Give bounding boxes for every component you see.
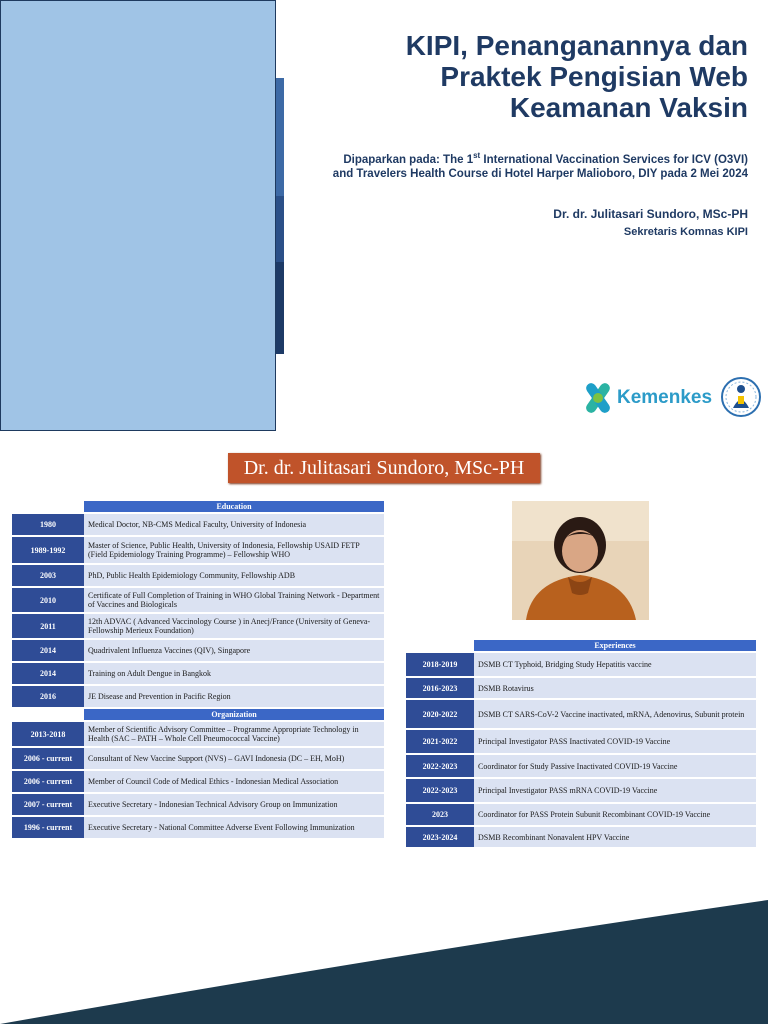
table-header-row [12, 501, 384, 512]
presenter-role: Sekretaris Komnas KIPI [623, 226, 748, 238]
row-description: 12th ADVAC ( Advanced Vaccinology Course ) in Anecj/France (University of Geneva-Fellowship Merieux Foundation) [84, 614, 384, 638]
subtitle-text: and Travelers Health Course di Hotel Harper Malioboro, DIY pada 2 Mei 2024 [332, 167, 748, 180]
subtitle-text: International Vaccination Services for ICV (O3VI) [480, 153, 748, 166]
slide-title: KIPI, Penanganannya dan Praktek Pengisian Web Keamanan Vaksin [405, 30, 748, 123]
row-description: Coordinator for PASS Protein Subunit Recombinant COVID-19 Vaccine [474, 804, 756, 825]
table-row [12, 537, 384, 563]
table-row [12, 640, 384, 661]
table-row [406, 700, 756, 728]
row-description: Member of Scientific Advisory Committee – Programme Appropriate Technology in Health (SAC – PATH – Whole Cell Pneumococcal Vaccine) [84, 722, 384, 746]
row-description: Executive Secretary - Indonesian Technical Advisory Group on Immunization [84, 794, 384, 815]
row-description: Member of Council Code of Medical Ethics - Indonesian Medical Association [84, 771, 384, 792]
table-row [406, 779, 756, 802]
row-description: DSMB CT Typhoid, Bridging Study Hepatitis vaccine [474, 653, 756, 676]
kemenkes-logo [583, 378, 712, 418]
row-year: 2022-2023 [406, 755, 474, 777]
table-header-row [12, 709, 384, 720]
table-row [406, 730, 756, 753]
row-year: 2016 [12, 686, 84, 707]
table-row [12, 588, 384, 612]
table-row [12, 686, 384, 707]
row-year: 2018-2019 [406, 653, 474, 676]
decorative-blue-panel [0, 0, 276, 431]
row-year: 2006 - current [12, 748, 84, 769]
row-year: 1989-1992 [12, 537, 84, 563]
row-description: Coordinator for Study Passive Inactivated COVID-19 Vaccine [474, 755, 756, 777]
row-year: 2011 [12, 614, 84, 638]
experiences-table [406, 638, 756, 849]
table-row [12, 614, 384, 638]
row-year: 1996 - current [12, 817, 84, 838]
portrait-photo [512, 501, 649, 620]
row-year: 2020-2022 [406, 700, 474, 728]
row-description: Principal Investigator PASS Inactivated COVID-19 Vaccine [474, 730, 756, 753]
row-year: 2021-2022 [406, 730, 474, 753]
row-year: 2013-2018 [12, 722, 84, 746]
table-row [12, 817, 384, 838]
row-description: JE Disease and Prevention in Pacific Region [84, 686, 384, 707]
table-row [12, 722, 384, 746]
decorative-strip [276, 262, 284, 354]
row-description: Consultant of New Vaccine Support (NVS) – GAVI Indonesia (DC – EH, MoH) [84, 748, 384, 769]
table-row [406, 755, 756, 777]
row-description: DSMB Recombinant Nonavalent HPV Vaccine [474, 827, 756, 847]
table-row [406, 678, 756, 698]
table-row [12, 565, 384, 586]
row-year: 2010 [12, 588, 84, 612]
table-row [406, 653, 756, 676]
row-year: 2023-2024 [406, 827, 474, 847]
row-description: Principal Investigator PASS mRNA COVID-19 Vaccine [474, 779, 756, 802]
presenter-name: Dr. dr. Julitasari Sundoro, MSc-PH [553, 207, 748, 221]
row-description: Quadrivalent Influenza Vaccines (QIV), Singapore [84, 640, 384, 661]
row-description: Executive Secretary - National Committee Adverse Event Following Immunization [84, 817, 384, 838]
table-row [12, 771, 384, 792]
row-description: Master of Science, Public Health, University of Indonesia, Fellowship USAID FETP (Field Epidemiology Training Programme) – Fellowship WHO [84, 537, 384, 563]
decorative-strip [276, 196, 284, 262]
table-row [12, 748, 384, 769]
subtitle-text: Dipaparkan pada: The 1 [343, 153, 474, 166]
row-description: PhD, Public Health Epidemiology Community, Fellowship ADB [84, 565, 384, 586]
row-year: 1980 [12, 514, 84, 535]
kemenkes-logo-icon [583, 381, 613, 415]
organization-header: Organization [84, 709, 384, 720]
row-year: 2014 [12, 640, 84, 661]
title-slide [0, 0, 768, 440]
row-year: 2014 [12, 663, 84, 684]
row-year: 2003 [12, 565, 84, 586]
row-year: 2006 - current [12, 771, 84, 792]
event-subtitle [268, 149, 748, 181]
name-banner: Dr. dr. Julitasari Sundoro, MSc-PH [228, 453, 540, 483]
experiences-header: Experiences [474, 640, 756, 651]
komnas-kipi-seal-icon [720, 374, 762, 420]
row-year: 2007 - current [12, 794, 84, 815]
table-row [406, 804, 756, 825]
row-year: 2022-2023 [406, 779, 474, 802]
decorative-curve [0, 840, 768, 1024]
education-organization-table [12, 499, 384, 840]
row-year: 2016-2023 [406, 678, 474, 698]
cv-slide [0, 440, 768, 1024]
table-header-row [406, 640, 756, 651]
row-year: 2023 [406, 804, 474, 825]
row-description: Medical Doctor, NB-CMS Medical Faculty, University of Indonesia [84, 514, 384, 535]
education-header: Education [84, 501, 384, 512]
table-row [12, 514, 384, 535]
row-description: Training on Adult Dengue in Bangkok [84, 663, 384, 684]
row-description: DSMB Rotavirus [474, 678, 756, 698]
row-description: DSMB CT SARS-CoV-2 Vaccine inactivated, mRNA, Adenovirus, Subunit protein [474, 700, 756, 728]
table-row [12, 663, 384, 684]
table-row [12, 794, 384, 815]
row-description: Certificate of Full Completion of Training in WHO Global Training Network - Department of Vaccines and Biologicals [84, 588, 384, 612]
kemenkes-logo-text: Kemenkes [617, 387, 713, 408]
subtitle-sup: st [473, 151, 481, 160]
